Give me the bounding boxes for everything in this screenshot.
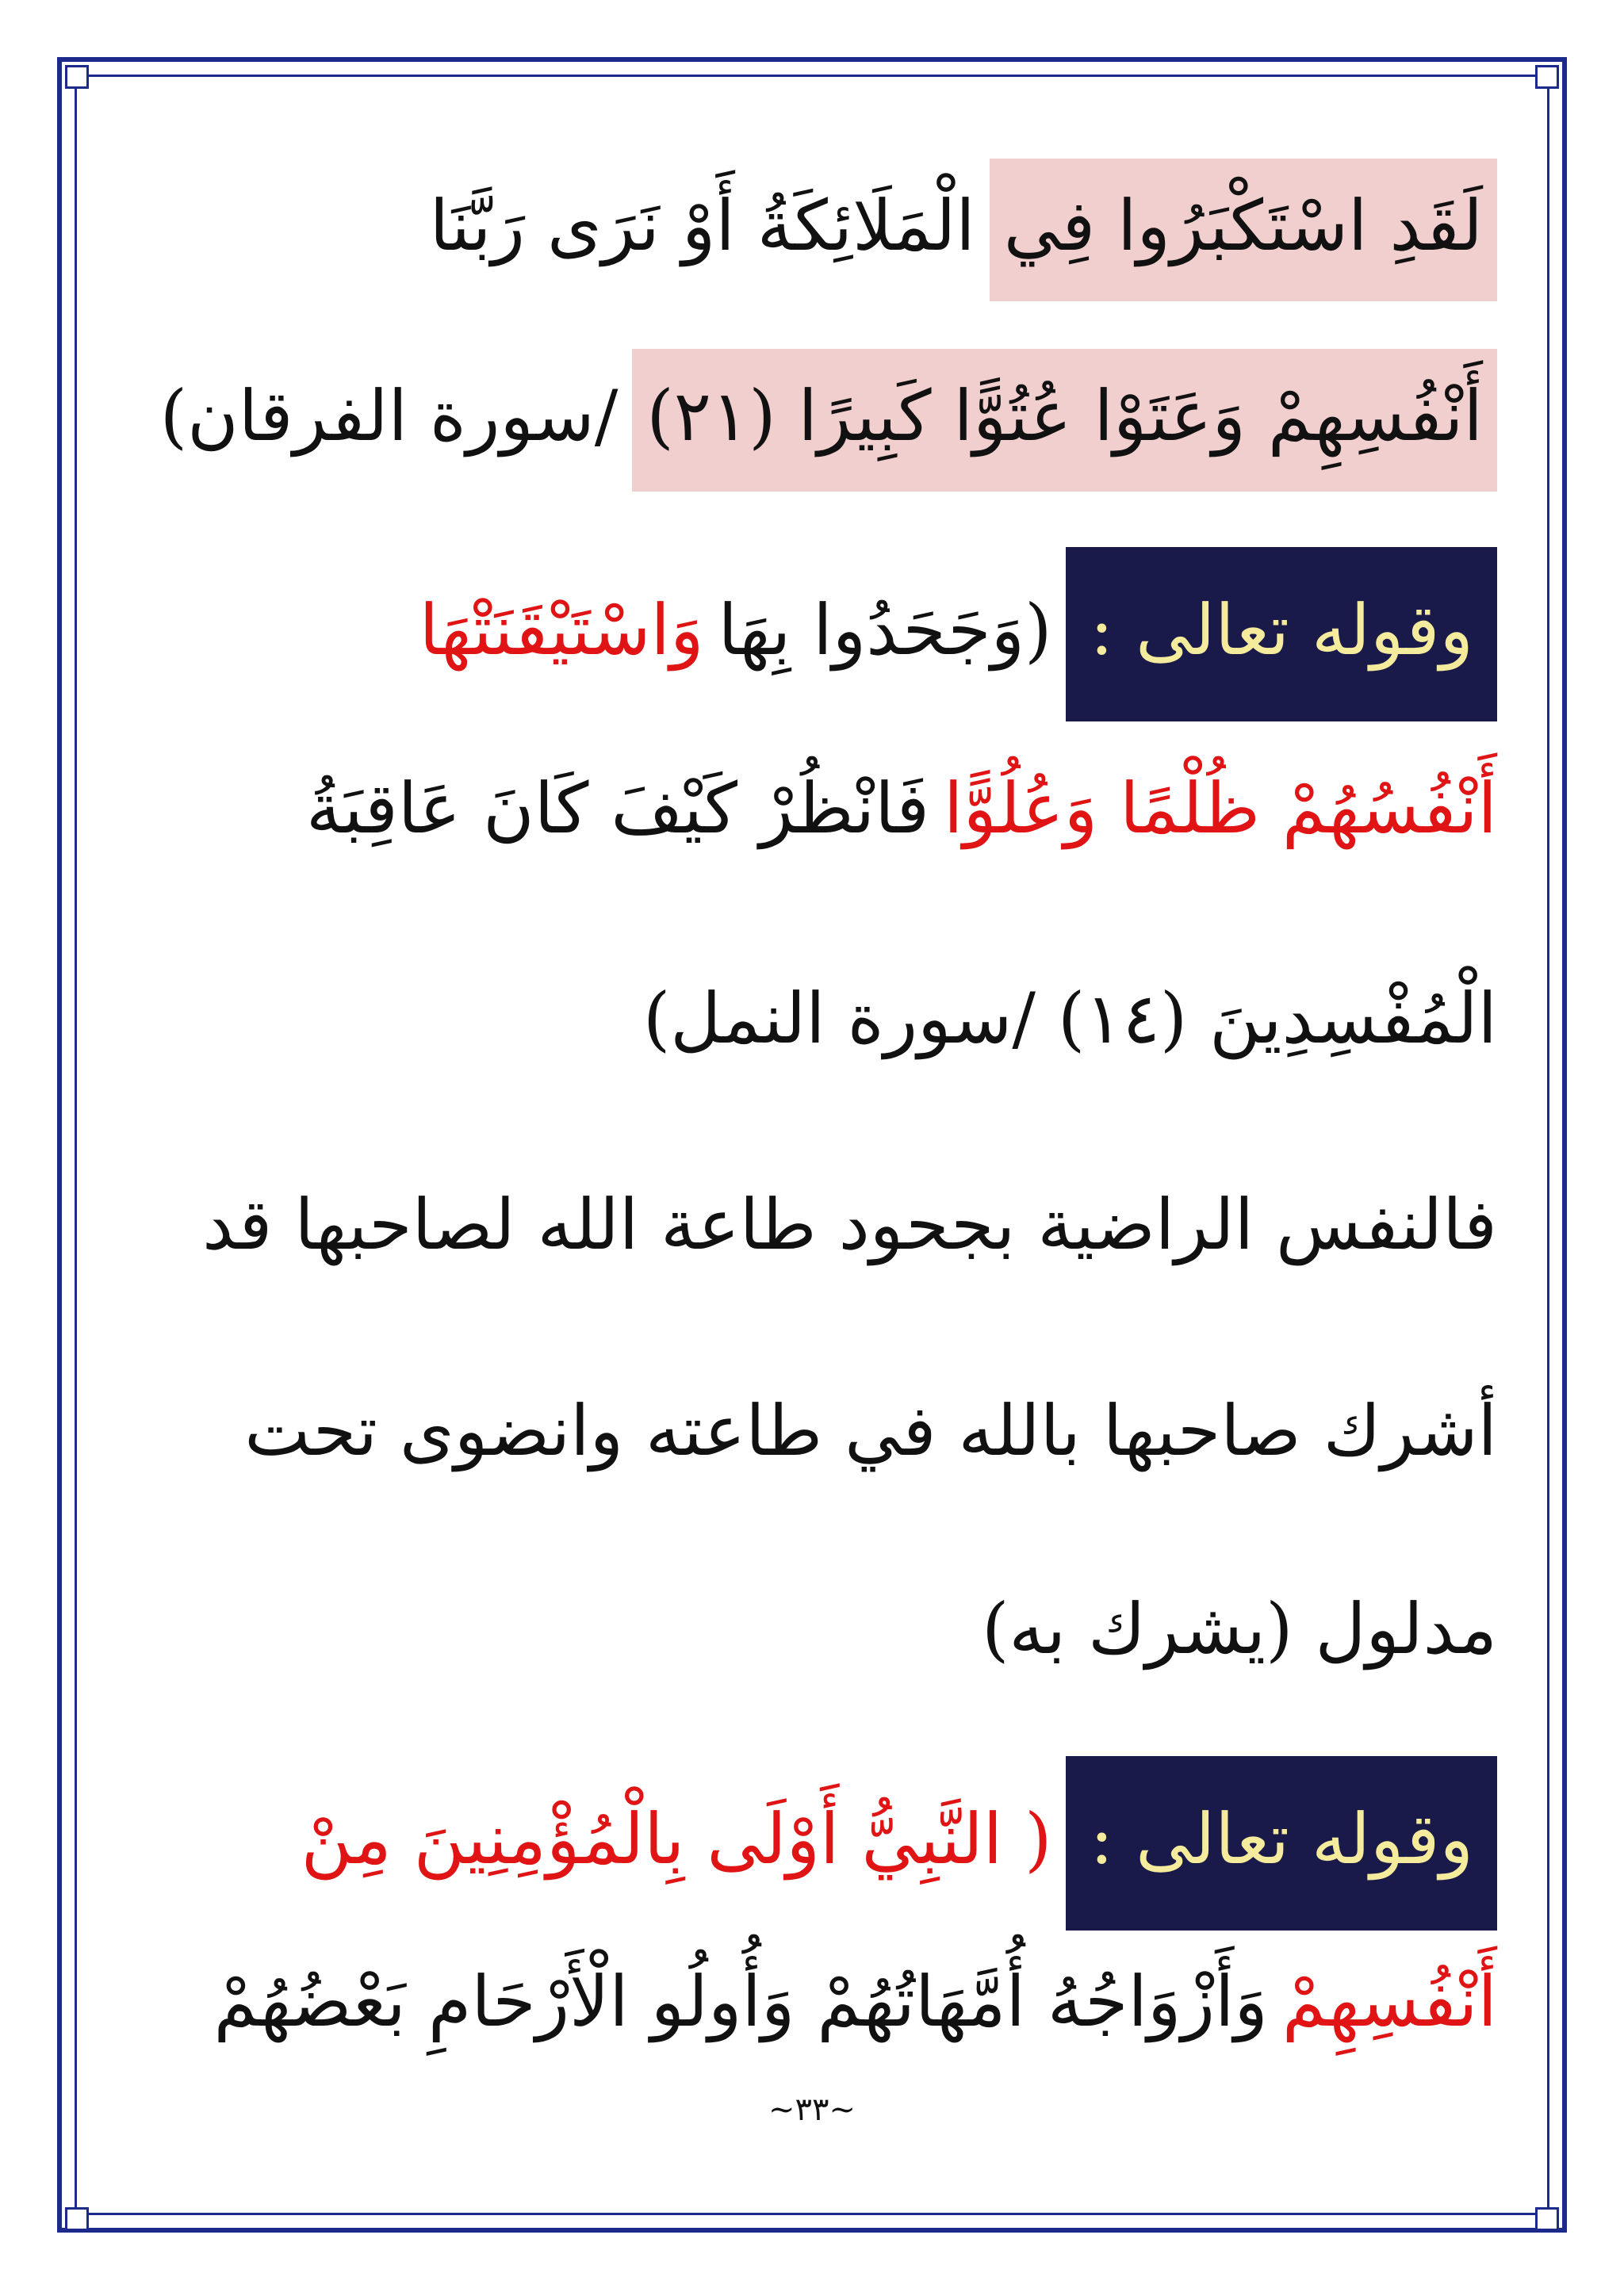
text-line-4 [127, 757, 1497, 860]
verse-text: فَانْظُرْ كَيْفَ كَانَ عَاقِبَةُ [306, 767, 930, 849]
text-line-3 [127, 547, 1497, 721]
text-line-10 [127, 1950, 1497, 2053]
frame-corner-top-left [65, 65, 89, 89]
paragraph-text: أشرك صاحبها بالله في طاعته وانضوى تحت [244, 1390, 1497, 1471]
text-line-1 [127, 159, 1497, 301]
surah-reference: الْمُفْسِدِينَ (١٤) /سورة النمل) [642, 978, 1497, 1059]
highlighted-verse: لَقَدِ اسْتَكْبَرُوا فِي [990, 159, 1497, 301]
quote-heading: وقوله تعالى : [1066, 547, 1497, 721]
text-line-2 [127, 349, 1497, 492]
frame-corner-top-right [1535, 65, 1559, 89]
paragraph-text: فالنفس الراضية بجحود طاعة الله لصاحبها قد [202, 1184, 1497, 1265]
paragraph-text: مدلول (يشرك به) [982, 1588, 1497, 1670]
surah-reference: /سورة الفرقان) [159, 375, 619, 457]
text-line-9 [127, 1756, 1497, 1931]
text-line-5 [127, 967, 1497, 1070]
text-line-6 [127, 1173, 1497, 1276]
verse-text-red: وَاسْتَيْقَنَتْهَا [419, 589, 704, 671]
frame-corner-bottom-left [65, 2207, 89, 2231]
text-line-7 [127, 1380, 1497, 1483]
verse-text-red: أَنْفُسِهِمْ [1281, 1961, 1497, 2042]
text-line-8 [127, 1578, 1497, 1681]
frame-corner-bottom-right [1535, 2207, 1559, 2231]
page-number: ~٣٣~ [768, 2091, 856, 2128]
verse-text: وَأَزْوَاجُهُ أُمَّهَاتُهُمْ وَأُولُو الْأَرْحَامِ بَعْضُهُمْ [213, 1961, 1268, 2042]
verse-text-red: ( النَّبِيُّ أَوْلَى بِالْمُؤْمِنِينَ مِنْ [301, 1798, 1052, 1880]
highlighted-verse: أَنْفُسِهِمْ وَعَتَوْا عُتُوًّا كَبِيرًا (٢١) [632, 349, 1497, 492]
verse-text: (وَجَحَدُوا بِهَا [718, 589, 1052, 671]
verse-text-red: أَنْفُسُهُمْ ظُلْمًا وَعُلُوًّا [944, 767, 1497, 849]
verse-text: الْمَلَائِكَةُ أَوْ نَرَى رَبَّنَا [429, 185, 975, 266]
quote-heading: وقوله تعالى : [1066, 1756, 1497, 1931]
